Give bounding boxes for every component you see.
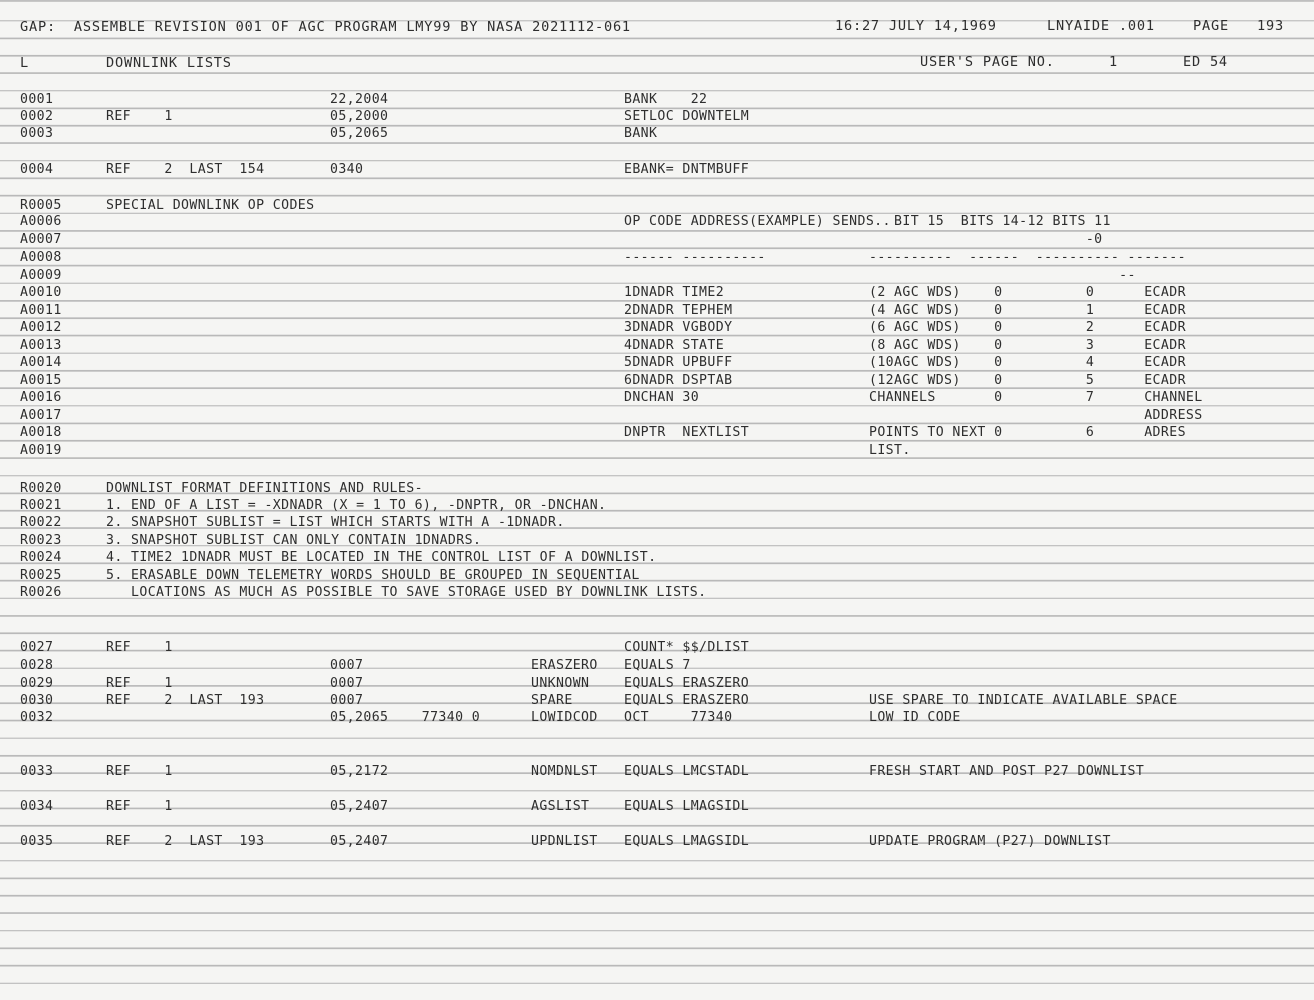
address-field: 05,2407 xyxy=(330,834,389,849)
comment-field: BIT 15 BITS 14-12 BITS 11 xyxy=(869,214,1111,229)
label-field: LOWIDCOD xyxy=(531,710,598,725)
line-number: R0020 xyxy=(20,481,62,496)
ref-field: 3. SNAPSHOT SUBLIST CAN ONLY CONTAIN 1DNADRS. xyxy=(106,533,482,548)
comment-field: -0 xyxy=(869,232,1103,247)
address-field: 0007 xyxy=(330,658,364,673)
address-field: 05,2065 xyxy=(330,126,389,141)
line-number: A0014 xyxy=(20,355,62,370)
comment-field: (8 AGC WDS) 0 3 ECADR xyxy=(869,338,1186,353)
statement-field: 2DNADR TEPHEM xyxy=(624,303,733,318)
line-number: 0004 xyxy=(20,162,54,177)
statement-field: BANK 22 xyxy=(624,92,708,107)
line-number: 0035 xyxy=(20,834,54,849)
header-timestamp: 16:27 JULY 14,1969 xyxy=(835,18,997,34)
statement-field: 5DNADR UPBUFF xyxy=(624,355,733,370)
ref-field: REF 2 LAST 154 xyxy=(106,162,265,177)
line-number: A0018 xyxy=(20,425,62,440)
comment-field: UPDATE PROGRAM (P27) DOWNLIST xyxy=(869,834,1111,849)
line-number: A0010 xyxy=(20,285,62,300)
statement-field: OCT 77340 xyxy=(624,710,733,725)
line-number: A0009 xyxy=(20,268,62,283)
line-number: 0032 xyxy=(20,710,54,725)
ref-field: REF 1 xyxy=(106,799,173,814)
line-number: A0017 xyxy=(20,408,62,423)
address-field: 0007 xyxy=(330,693,364,708)
label-field: AGSLIST xyxy=(531,799,590,814)
label-field: SPARE xyxy=(531,693,573,708)
statement-field: 3DNADR VGBODY xyxy=(624,320,733,335)
line-number: 0028 xyxy=(20,658,54,673)
ref-field: REF 1 xyxy=(106,640,173,655)
comment-field: (2 AGC WDS) 0 0 ECADR xyxy=(869,285,1186,300)
statement-field: EQUALS LMAGSIDL xyxy=(624,799,750,814)
comment-field: -- xyxy=(869,268,1136,283)
ref-field: DOWNLIST FORMAT DEFINITIONS AND RULES- xyxy=(106,481,423,496)
label-field: UNKNOWN xyxy=(531,676,590,691)
statement-field: DNPTR NEXTLIST xyxy=(624,425,750,440)
ref-field: REF 1 xyxy=(106,676,173,691)
statement-field: COUNT* $$/DLIST xyxy=(624,640,750,655)
address-field: 05,2172 xyxy=(330,764,389,779)
statement-field: 4DNADR STATE xyxy=(624,338,725,353)
statement-field: EQUALS ERASZERO xyxy=(624,676,750,691)
statement-field: EQUALS LMAGSIDL xyxy=(624,834,750,849)
line-number: R0005 xyxy=(20,198,62,213)
line-number: A0007 xyxy=(20,232,62,247)
ref-field: REF 1 xyxy=(106,764,173,779)
line-number: 0034 xyxy=(20,799,54,814)
statement-field: SETLOC DOWNTELM xyxy=(624,109,750,124)
statement-field: EQUALS LMCSTADL xyxy=(624,764,750,779)
address-field: 05,2407 xyxy=(330,799,389,814)
comment-field: (4 AGC WDS) 0 1 ECADR xyxy=(869,303,1186,318)
line-number: R0021 xyxy=(20,498,62,513)
line-number: A0013 xyxy=(20,338,62,353)
comment-field: (12AGC WDS) 0 5 ECADR xyxy=(869,373,1186,388)
users-page-number: 1 xyxy=(1109,54,1118,70)
line-number: R0022 xyxy=(20,515,62,530)
line-number: A0015 xyxy=(20,373,62,388)
header-title: GAP: ASSEMBLE REVISION 001 OF AGC PROGRAM LMY99 BY NASA 2021112-061 xyxy=(20,19,631,35)
statement-field: ------ ---------- xyxy=(624,250,766,265)
statement-field: EQUALS 7 xyxy=(624,658,691,673)
address-field: 0007 xyxy=(330,676,364,691)
line-number: A0016 xyxy=(20,390,62,405)
line-number: A0012 xyxy=(20,320,62,335)
line-number: A0008 xyxy=(20,250,62,265)
address-field: 05,2000 xyxy=(330,109,389,124)
comment-field: POINTS TO NEXT 0 6 ADRES xyxy=(869,425,1186,440)
ref-field: 1. END OF A LIST = -XDNADR (X = 1 TO 6), -DNPTR, OR -DNCHAN. xyxy=(106,498,607,513)
line-number: 0002 xyxy=(20,109,54,124)
users-page-label: USER'S PAGE NO. xyxy=(920,54,1055,70)
header-page-number: 193 xyxy=(1257,18,1284,34)
line-number: 0001 xyxy=(20,92,54,107)
comment-field: (10AGC WDS) 0 4 ECADR xyxy=(869,355,1186,370)
ref-field: 2. SNAPSHOT SUBLIST = LIST WHICH STARTS WITH A -1DNADR. xyxy=(106,515,565,530)
ref-field: LOCATIONS AS MUCH AS POSSIBLE TO SAVE STORAGE USED BY DOWNLINK LISTS. xyxy=(106,585,707,600)
ref-field: REF 1 xyxy=(106,109,173,124)
statement-field: 1DNADR TIME2 xyxy=(624,285,725,300)
line-number: 0027 xyxy=(20,640,54,655)
statement-field: EQUALS ERASZERO xyxy=(624,693,750,708)
ref-field: REF 2 LAST 193 xyxy=(106,834,265,849)
comment-field: ADDRESS xyxy=(869,408,1203,423)
line-number: A0011 xyxy=(20,303,62,318)
statement-field: EBANK= DNTMBUFF xyxy=(624,162,750,177)
line-number: 0003 xyxy=(20,126,54,141)
ref-field: 4. TIME2 1DNADR MUST BE LOCATED IN THE CONTROL LIST OF A DOWNLIST. xyxy=(106,550,657,565)
comment-field: LIST. xyxy=(869,443,911,458)
label-field: UPDNLIST xyxy=(531,834,598,849)
comment-field: CHANNELS 0 7 CHANNEL xyxy=(869,390,1203,405)
line-number: R0026 xyxy=(20,585,62,600)
ref-field: REF 2 LAST 193 xyxy=(106,693,265,708)
comment-field: FRESH START AND POST P27 DOWNLIST xyxy=(869,764,1145,779)
ed-code: ED 54 xyxy=(1183,54,1228,70)
header-revision: LNYAIDE .001 xyxy=(1047,18,1155,34)
ref-field: 5. ERASABLE DOWN TELEMETRY WORDS SHOULD BE GROUPED IN SEQUENTIAL xyxy=(106,568,640,583)
statement-field: 6DNADR DSPTAB xyxy=(624,373,733,388)
statement-field: BANK xyxy=(624,126,658,141)
label-field: NOMDNLST xyxy=(531,764,598,779)
comment-field: (6 AGC WDS) 0 2 ECADR xyxy=(869,320,1186,335)
line-number: A0019 xyxy=(20,443,62,458)
address-field: 0340 xyxy=(330,162,364,177)
comment-field: USE SPARE TO INDICATE AVAILABLE SPACE xyxy=(869,693,1178,708)
line-number: 0029 xyxy=(20,676,54,691)
statement-field: DNCHAN 30 xyxy=(624,390,700,405)
header-page-label: PAGE xyxy=(1193,18,1229,34)
line-number: R0023 xyxy=(20,533,62,548)
address-field: 05,2065 77340 0 xyxy=(330,710,481,725)
line-number: A0006 xyxy=(20,214,62,229)
label-field: ERASZERO xyxy=(531,658,598,673)
ref-field: SPECIAL DOWNLINK OP CODES xyxy=(106,198,315,213)
statement-field: OP CODE ADDRESS(EXAMPLE) SENDS.. xyxy=(624,214,891,229)
line-number: 0033 xyxy=(20,764,54,779)
line-number: 0030 xyxy=(20,693,54,708)
section-title: DOWNLINK LISTS xyxy=(106,55,232,71)
address-field: 22,2004 xyxy=(330,92,389,107)
line-number: R0024 xyxy=(20,550,62,565)
line-number: R0025 xyxy=(20,568,62,583)
comment-field: LOW ID CODE xyxy=(869,710,961,725)
comment-field: ---------- ------ ---------- ------- xyxy=(869,250,1186,265)
type-code: L xyxy=(20,55,29,71)
